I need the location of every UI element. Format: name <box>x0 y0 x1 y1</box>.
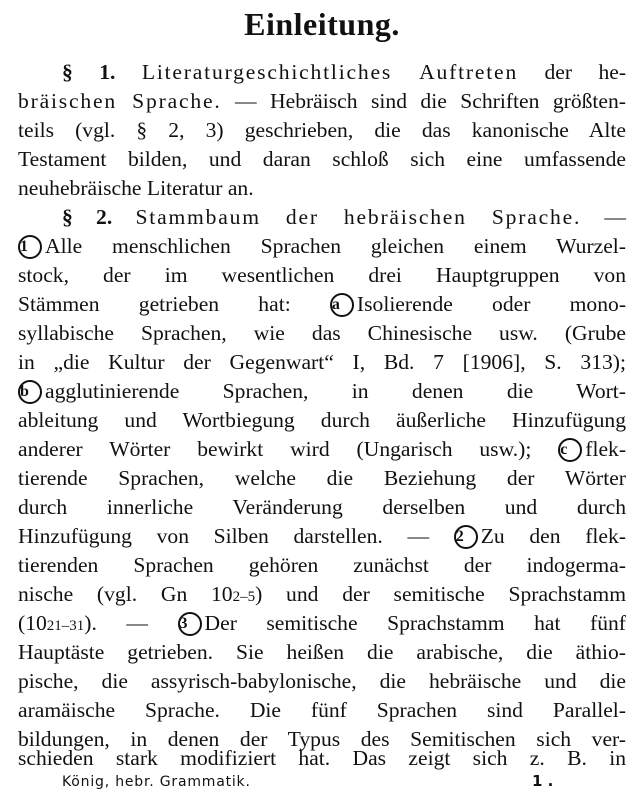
circled-b-marker: b <box>18 380 42 404</box>
p2-section-number: § 2. <box>62 205 113 229</box>
p2-line-14-head: nische (vgl. Gn 10 <box>18 582 233 606</box>
p2-line-10: tierende Sprachen, welche die Beziehung der Wörter <box>18 466 626 490</box>
p1-line-4: Testament bilden, und daran schloß sich eine umfassende <box>18 147 626 171</box>
p2-line-15 <box>18 609 626 640</box>
p2-line-12-tail: Zu den flek- <box>480 524 626 548</box>
p2-line-9-head: anderer Wörter bewirkt wird (Ungarisch usw.); <box>18 437 532 461</box>
p2-line-11: durch innerliche Veränderung derselben und durch <box>18 495 626 519</box>
p2-line-17: pische, die assyrisch-babylonische, die hebräische und die <box>18 669 626 693</box>
circled-a-marker: a <box>330 293 354 317</box>
p1-line-5: neuhebräische Literatur an. <box>18 176 254 200</box>
p2-line-3: stock, der im wesentlichen drei Hauptgruppen von <box>18 263 626 287</box>
p2-line-13: tierenden Sprachen gehören zunächst der indogerma- <box>18 553 626 577</box>
p2-line-20: schieden stark modifiziert hat. Das zeigt sich z. B. in <box>18 746 626 770</box>
p2-line-5: syllabische Sprachen, wie das Chinesische usw. (Grube <box>18 321 626 345</box>
p1-section-number: § 1. <box>62 60 116 84</box>
p2-line-14-tail: ) und der semitische Sprachstamm <box>255 582 626 606</box>
p2-line-9 <box>18 435 626 463</box>
p2-line-9-tail: flek- <box>585 437 627 461</box>
p2-line-7-text: agglutinierende Sprachen, in denen die Wort- <box>45 379 626 403</box>
p1-line-1 <box>62 58 626 86</box>
circled-3-marker: 3 <box>178 612 202 636</box>
p2-heading: Stammbaum der hebräischen Sprache. <box>135 205 582 229</box>
chapter-title: Einleitung. <box>244 6 400 42</box>
circled-2-marker: 2 <box>454 525 478 549</box>
p1-line-3: teils (vgl. § 2, 3) geschrieben, die das kanonische Alte <box>18 118 626 142</box>
p2-line-2-text: Alle menschlichen Sprachen gleichen einem Wurzel- <box>45 234 626 258</box>
verse-range: 2–5 <box>232 589 256 605</box>
p2-line-14 <box>18 580 626 611</box>
p1-line-2-tail: — Hebräisch sind die Schriften größten- <box>234 89 626 113</box>
p2-line-1 <box>62 203 626 231</box>
p2-line-7 <box>18 377 626 405</box>
p2-line-1-tail: — <box>604 205 626 229</box>
p2-line-4-tail: Isolierende oder mono- <box>356 292 627 316</box>
p2-line-16: Hauptäste getrieben. Sie heißen die arabische, die äthio- <box>18 640 626 664</box>
p2-line-8: ableitung und Wortbiegung durch äußerliche Hinzufügung <box>18 408 626 432</box>
circled-c-marker: c <box>558 438 582 462</box>
p2-line-2 <box>18 232 626 260</box>
signature-line: König, hebr. Grammatik. <box>62 774 251 790</box>
p2-line-4-head: Stämmen getrieben hat: <box>18 292 291 316</box>
p2-line-19: bildungen, in denen der Typus des Semitischen sich ver- <box>18 727 626 751</box>
p2-line-15-tail: Der semitische Sprachstamm hat fünf <box>204 611 626 635</box>
p2-line-15-mid: ). — <box>84 611 148 635</box>
signature-number: 1 . <box>532 772 554 790</box>
p1-heading: Literaturgeschichtliches Auftreten <box>141 60 519 84</box>
p2-line-18: aramäische Sprache. Die fünf Sprachen sind Parallel- <box>18 698 626 722</box>
p1-line-1-tail: der he- <box>544 60 627 84</box>
p1-line-2 <box>18 87 626 115</box>
p2-line-15-head: (10 <box>18 611 47 635</box>
p2-line-12 <box>18 522 626 550</box>
p2-line-12-head: Hinzufügung von Silben darstellen. — <box>18 524 430 548</box>
p1-heading-cont: bräischen Sprache. <box>18 89 222 113</box>
p2-line-6: in „die Kultur der Gegenwart“ I, Bd. 7 [1906], S. 313); <box>18 350 626 374</box>
circled-1-marker: 1 <box>18 235 42 259</box>
verse-range: 21–31 <box>46 618 85 634</box>
p2-line-4 <box>18 290 626 318</box>
